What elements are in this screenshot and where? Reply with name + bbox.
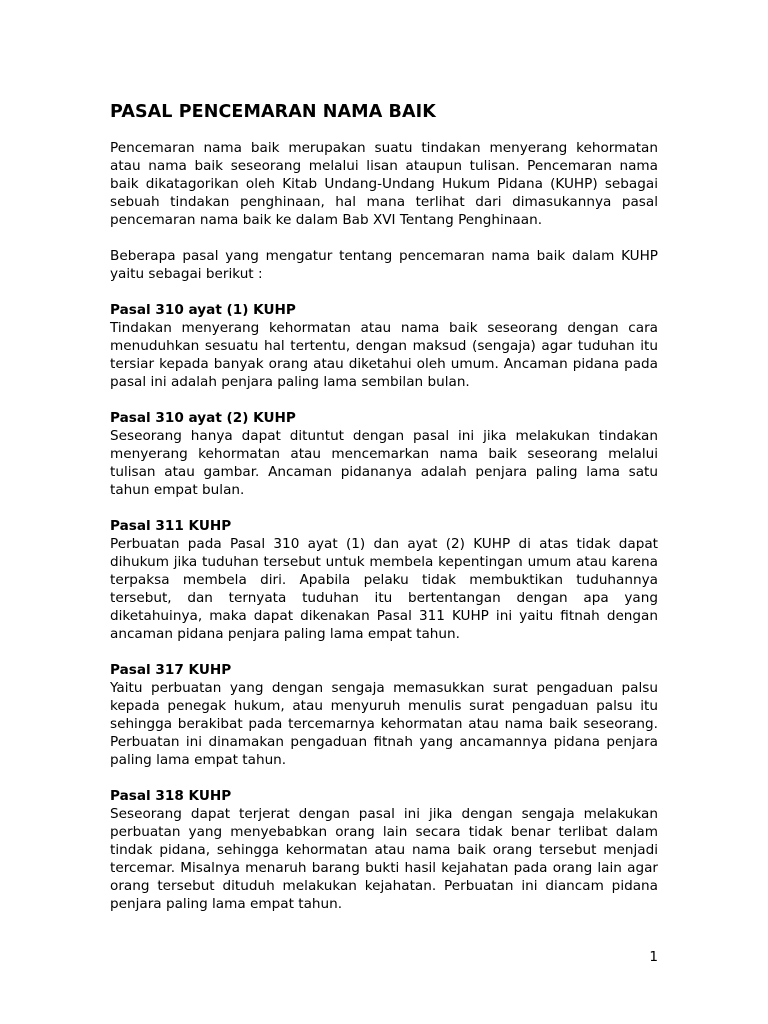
section-pasal-310-2: [110, 409, 658, 499]
lead-paragraph: Beberapa pasal yang mengatur tentang pencemaran nama baik dalam KUHP yaitu sebagai berikut :: [110, 248, 658, 282]
section-heading: Pasal 310 ayat (1) KUHP: [110, 302, 296, 318]
section-heading: Pasal 318 KUHP: [110, 788, 232, 804]
document-page: [110, 100, 658, 931]
section-heading: Pasal 311 KUHP: [110, 518, 232, 534]
section-heading: Pasal 310 ayat (2) KUHP: [110, 410, 296, 426]
section-body: Perbuatan pada Pasal 310 ayat (1) dan ayat (2) KUHP di atas tidak dapat dihukum jika tuduhan tersebut untuk membela kepentingan umum atau karena terpaksa membela diri. Apabila pelaku tidak membuktikan tuduhannya tersebut, dan ternyata tuduhan itu bertentangan dengan apa yang diketahuinya, maka dapat dikenakan Pasal 311 KUHP ini yaitu fitnah dengan ancaman pidana penjara paling lama empat tahun.: [110, 536, 658, 642]
section-body: Yaitu perbuatan yang dengan sengaja memasukkan surat pengaduan palsu kepada penegak hukum, atau menyuruh menulis surat pengaduan palsu itu sehingga berakibat pada tercemarnya kehormatan atau nama baik seseorang. Perbuatan ini dinamakan pengaduan fitnah yang ancamannya pidana penjara paling lama empat tahun.: [110, 680, 658, 768]
section-pasal-318: [110, 787, 658, 913]
section-pasal-310-1: [110, 301, 658, 391]
document-title: PASAL PENCEMARAN NAMA BAIK: [110, 102, 436, 122]
section-heading: Pasal 317 KUHP: [110, 662, 232, 678]
section-body: Seseorang hanya dapat dituntut dengan pasal ini jika melakukan tindakan menyerang kehormatan atau mencemarkan nama baik seseorang melalui tulisan atau gambar. Ancaman pidananya adalah penjara paling lama satu tahun empat bulan.: [110, 428, 658, 498]
section-body: Seseorang dapat terjerat dengan pasal ini jika dengan sengaja melakukan perbuatan yang menyebabkan orang lain secara tidak benar terlibat dalam tindak pidana, sehingga kehormatan atau nama baik orang tersebut menjadi tercemar. Misalnya menaruh barang bukti hasil kejahatan pada orang lain agar orang tersebut dituduh melakukan kejahatan. Perbuatan ini diancam pidana penjara paling lama empat tahun.: [110, 806, 658, 912]
section-pasal-317: [110, 661, 658, 769]
section-body: Tindakan menyerang kehormatan atau nama baik seseorang dengan cara menuduhkan sesuatu hal tertentu, dengan maksud (sengaja) agar tuduhan itu tersiar kepada banyak orang atau diketahui oleh umum. Ancaman pidana pada pasal ini adalah penjara paling lama sembilan bulan.: [110, 320, 658, 390]
section-pasal-311: [110, 517, 658, 643]
intro-paragraph: Pencemaran nama baik merupakan suatu tindakan menyerang kehormatan atau nama baik seseorang melalui lisan ataupun tulisan. Pencemaran nama baik dikatagorikan oleh Kitab Undang-Undang Hukum Pidana (KUHP) sebagai sebuah tindakan penghinaan, hal mana terlihat dari dimasukannya pasal pencemaran nama baik ke dalam Bab XVI Tentang Penghinaan.: [110, 140, 658, 228]
page-number: 1: [649, 949, 658, 965]
